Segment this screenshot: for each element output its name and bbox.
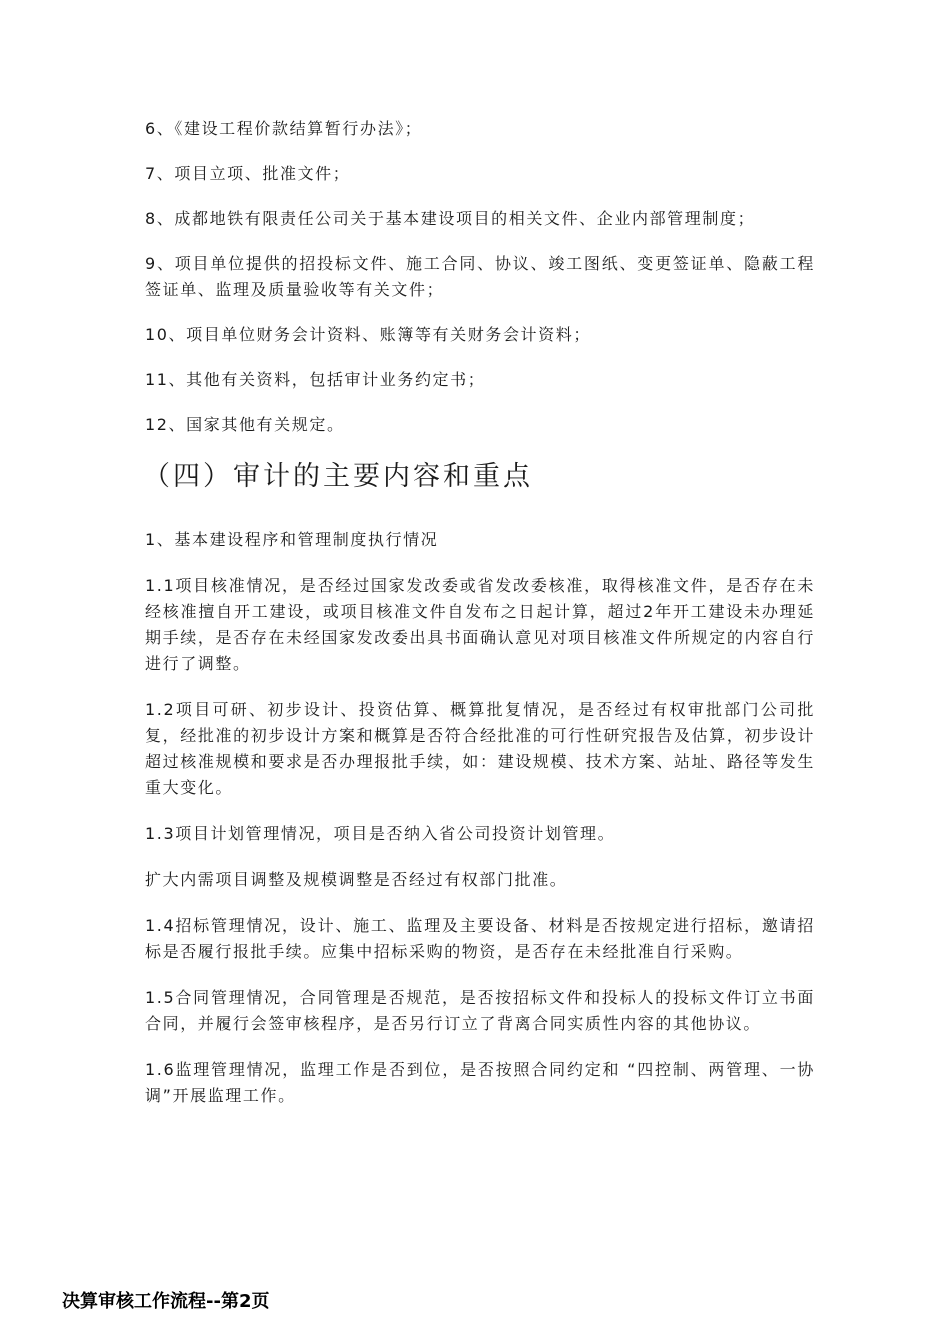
paragraph: 1.2项目可研、初步设计、投资估算、概算批复情况，是否经过有权审批部门公司批复，经批准的初步设计方案和概算是否符合经批准的可行性研究报告及估算，初步设计超过核准规模和要求是否办理报批手续，如：建设规模、技术方案、站址、路径等发生重大变化。	[145, 700, 815, 797]
list-item: 9、项目单位提供的招投标文件、施工合同、协议、竣工图纸、变更签证单、隐蔽工程签证单、监理及质量验收等有关文件；	[145, 254, 815, 299]
paragraph: 1.5合同管理情况，合同管理是否规范，是否按招标文件和投标人的投标文件订立书面合同，并履行会签审核程序，是否另行订立了背离合同实质性内容的其他协议。	[145, 988, 815, 1033]
list-item: 7、项目立项、批准文件；	[145, 164, 351, 183]
list-item: 6、《建设工程价款结算暂行办法》；	[145, 119, 423, 138]
paragraph: 扩大内需项目调整及规模调整是否经过有权部门批准。	[145, 870, 568, 889]
section-body	[145, 527, 815, 1109]
list-item: 10、项目单位财务会计资料、账簿等有关财务会计资料；	[145, 325, 591, 344]
paragraph: 1.3项目计划管理情况，项目是否纳入省公司投资计划管理。	[145, 824, 616, 843]
paragraph: 1.6监理管理情况，监理工作是否到位，是否按照合同约定和 “四控制、两管理、一协调”开展监理工作。	[145, 1060, 815, 1105]
paragraph: 1.4招标管理情况，设计、施工、监理及主要设备、材料是否按规定进行招标，邀请招标是否履行报批手续。应集中招标采购的物资，是否存在未经批准自行采购。	[145, 916, 815, 961]
list-item: 8、成都地铁有限责任公司关于基本建设项目的相关文件、企业内部管理制度；	[145, 209, 756, 228]
paragraph: 1.1项目核准情况，是否经过国家发改委或省发改委核准，取得核准文件，是否存在未经核准擅自开工建设，或项目核准文件自发布之日起计算，超过2年开工建设未办理延期手续，是否存在未经国家发改委出具书面确认意见对项目核准文件所规定的内容自行进行了调整。	[145, 576, 815, 673]
reference-list	[145, 116, 815, 438]
list-item: 11、其他有关资料，包括审计业务约定书；	[145, 370, 486, 389]
section-subheading: 1、基本建设程序和管理制度执行情况	[145, 530, 439, 549]
section-heading: （四）审计的主要内容和重点	[143, 461, 533, 492]
list-item: 12、国家其他有关规定。	[145, 415, 345, 434]
document-body	[145, 116, 815, 1129]
page-footer: 决算审核工作流程--第2页	[62, 1291, 270, 1312]
